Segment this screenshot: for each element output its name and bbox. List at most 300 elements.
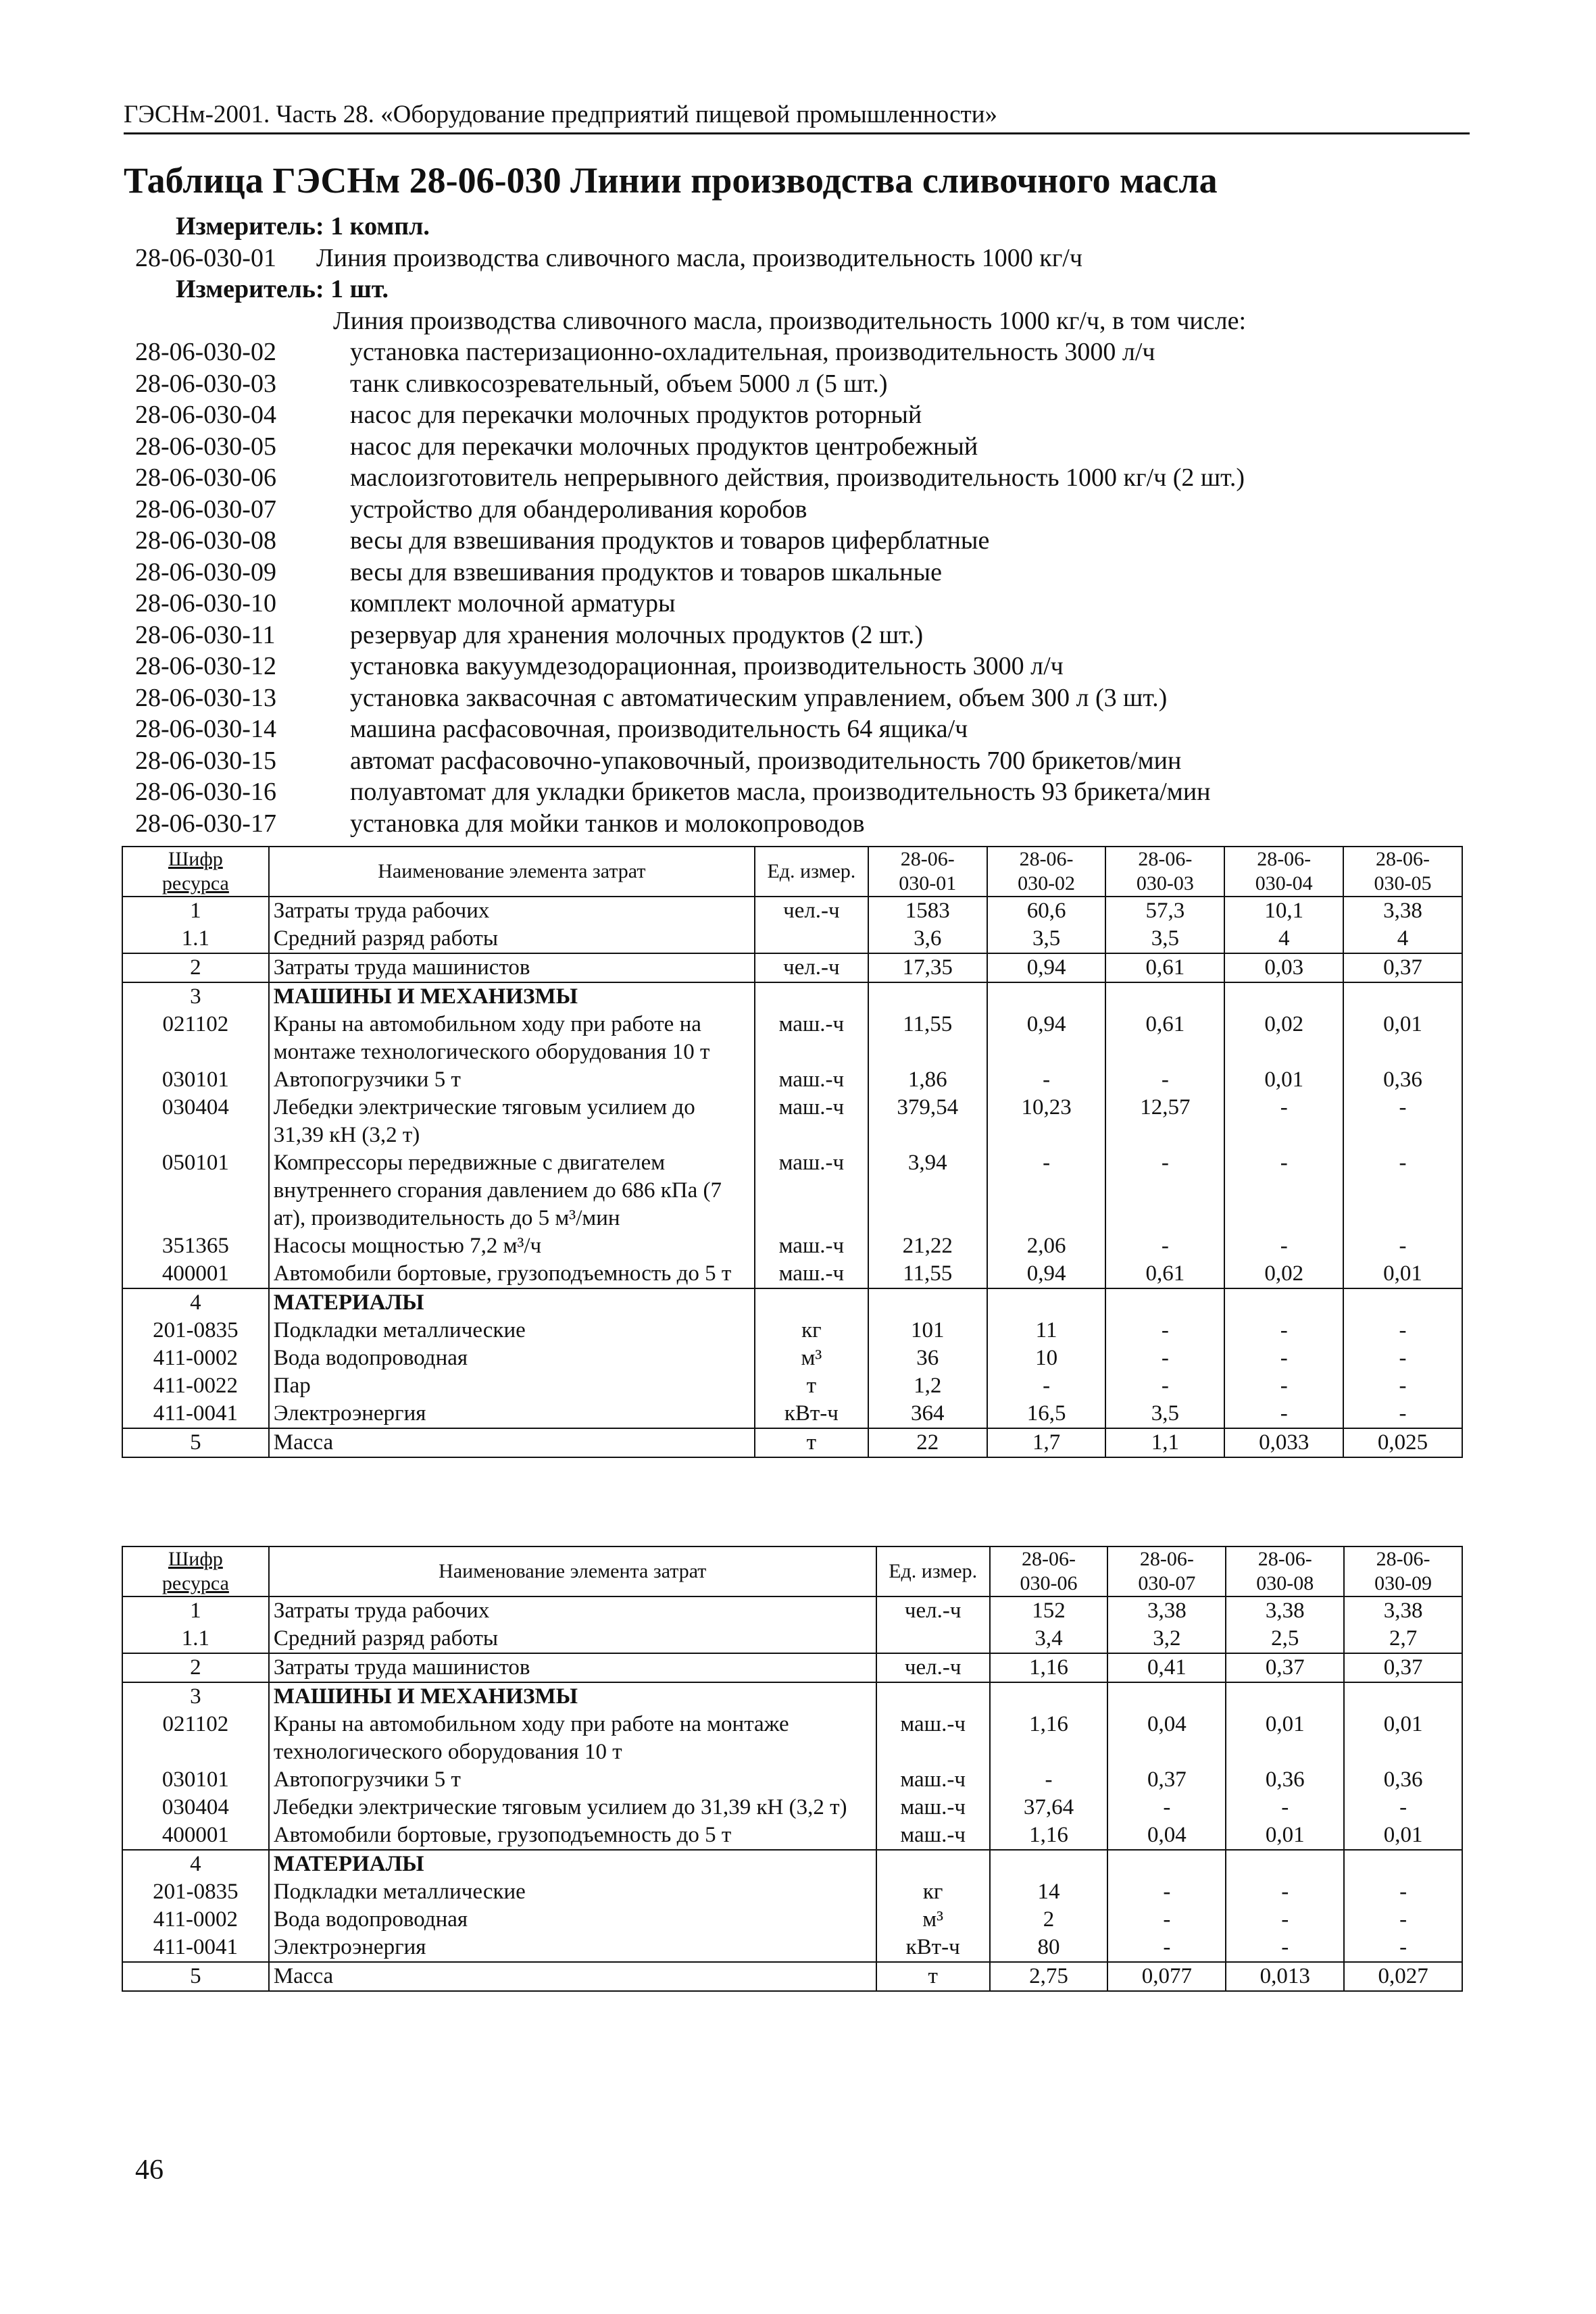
- norm-code: 28-06-030-08: [135, 526, 276, 555]
- header-name: Наименование элемента затрат: [269, 1546, 876, 1596]
- resource-value: 1,7: [987, 1428, 1106, 1457]
- resource-unit: чел.-ч: [755, 953, 868, 982]
- resource-value: 3,2: [1107, 1625, 1226, 1653]
- resource-code: 1: [122, 897, 269, 925]
- resource-value: -: [1107, 1906, 1226, 1934]
- resource-value: -: [1226, 1794, 1344, 1821]
- resource-value: 3,38: [1344, 1596, 1462, 1625]
- resource-value: [1343, 1288, 1462, 1317]
- table-row: [122, 1962, 1462, 1991]
- resource-code: 5: [122, 1962, 269, 1991]
- resource-code: 411-0002: [122, 1344, 269, 1372]
- resource-unit: м³: [755, 1344, 868, 1372]
- resource-name: МАШИНЫ И МЕХАНИЗМЫ: [269, 982, 755, 1011]
- resource-code: 021102: [122, 1011, 269, 1066]
- resource-value: [1224, 982, 1343, 1011]
- norm-list-item: [135, 525, 1460, 557]
- resource-value: 0,02: [1224, 1260, 1343, 1288]
- norm-code: 28-06-030-17: [135, 809, 276, 838]
- resource-code: 411-0002: [122, 1906, 269, 1934]
- norm-code: 28-06-030-11: [135, 620, 276, 649]
- header-code: Шифр ресурса: [122, 1546, 269, 1596]
- measure-unit-2: Измеритель: 1 шт.: [176, 275, 389, 303]
- resource-name: МАТЕРИАЛЫ: [269, 1850, 876, 1878]
- table-row: [122, 1288, 1462, 1317]
- resource-value: [990, 1682, 1108, 1711]
- resource-value: 3,6: [868, 925, 987, 953]
- resource-name: Насосы мощностью 7,2 м³/ч: [269, 1232, 755, 1260]
- table-row: [122, 1011, 1462, 1066]
- resource-value: -: [1105, 1317, 1224, 1344]
- norm-description: устройство для обандероливания коробов: [350, 495, 807, 524]
- resource-value: 3,38: [1226, 1596, 1344, 1625]
- table-row: [122, 925, 1462, 953]
- header-norm-column: 28-06- 030-08: [1226, 1546, 1344, 1596]
- resource-value: 0,94: [987, 953, 1106, 982]
- header-unit: Ед. измер.: [755, 847, 868, 897]
- resource-value: 12,57: [1105, 1094, 1224, 1149]
- resource-value: -: [1226, 1906, 1344, 1934]
- table-row: [122, 1625, 1462, 1653]
- resource-value: -: [1105, 1066, 1224, 1094]
- resource-value: 0,04: [1107, 1821, 1226, 1850]
- resource-value: -: [1224, 1232, 1343, 1260]
- table-row: [122, 1653, 1462, 1682]
- resource-code: 4: [122, 1288, 269, 1317]
- norm-description: Линия производства сливочного масла, производительность 1000 кг/ч: [316, 243, 1082, 272]
- resource-value: -: [1343, 1372, 1462, 1400]
- resource-name: Лебедки электрические тяговым усилием до 31,39 кН (3,2 т): [269, 1794, 876, 1821]
- resource-value: -: [990, 1766, 1108, 1794]
- resource-unit: маш.-ч: [755, 1260, 868, 1288]
- resource-value: 0,025: [1343, 1428, 1462, 1457]
- resource-value: 3,4: [990, 1625, 1108, 1653]
- resource-value: 11,55: [868, 1011, 987, 1066]
- resource-value: -: [987, 1149, 1106, 1232]
- resource-value: [1107, 1850, 1226, 1878]
- resource-code: 030101: [122, 1766, 269, 1794]
- resource-value: 10,23: [987, 1094, 1106, 1149]
- header-norm-column: 28-06- 030-07: [1107, 1546, 1226, 1596]
- resource-value: -: [1107, 1794, 1226, 1821]
- table-row: [122, 982, 1462, 1011]
- resource-unit: т: [876, 1962, 990, 1991]
- resource-name: Масса: [269, 1962, 876, 1991]
- resource-value: 1,16: [990, 1821, 1108, 1850]
- table-row: [122, 897, 1462, 925]
- table-row: [122, 1906, 1462, 1934]
- resource-value: 80: [990, 1934, 1108, 1962]
- resource-value: [1105, 1288, 1224, 1317]
- resource-name: Краны на автомобильном ходу при работе на монтаже технологического оборудования 10 т: [269, 1011, 755, 1066]
- table-row: [122, 1878, 1462, 1906]
- norm-list-item: [135, 713, 1460, 745]
- resource-value: [1105, 982, 1224, 1011]
- resource-value: 0,01: [1226, 1711, 1344, 1766]
- resource-name: Вода водопроводная: [269, 1344, 755, 1372]
- resource-value: -: [1343, 1094, 1462, 1149]
- resource-code: 4: [122, 1850, 269, 1878]
- table-title: Таблица ГЭСНм 28-06-030 Линии производства сливочного масла: [124, 160, 1218, 201]
- resource-value: 10,1: [1224, 897, 1343, 925]
- resource-name: Компрессоры передвижные с двигателем внутреннего сгорания давлением до 686 кПа (7 ат), производительность до 5 м³/мин: [269, 1149, 755, 1232]
- norm-list-item: [135, 336, 1460, 368]
- resource-value: 0,027: [1344, 1962, 1462, 1991]
- resource-name: Электроэнергия: [269, 1934, 876, 1962]
- resource-value: 22: [868, 1428, 987, 1457]
- resource-value: 11,55: [868, 1260, 987, 1288]
- resource-value: 3,38: [1107, 1596, 1226, 1625]
- resource-code: 1: [122, 1596, 269, 1625]
- resource-name: Затраты труда рабочих: [269, 897, 755, 925]
- resource-value: 0,37: [1226, 1653, 1344, 1682]
- resource-value: 16,5: [987, 1400, 1106, 1428]
- resource-value: 11: [987, 1317, 1106, 1344]
- resource-value: [1344, 1682, 1462, 1711]
- resource-name: Вода водопроводная: [269, 1906, 876, 1934]
- resource-value: 0,013: [1226, 1962, 1344, 1991]
- page-number: 46: [135, 2155, 164, 2186]
- resource-value: -: [1224, 1149, 1343, 1232]
- resource-value: 1,86: [868, 1066, 987, 1094]
- resource-value: 1,16: [990, 1711, 1108, 1766]
- resource-code: 5: [122, 1428, 269, 1457]
- resource-name: Автомобили бортовые, грузоподъемность до 5 т: [269, 1260, 755, 1288]
- resource-value: -: [1343, 1149, 1462, 1232]
- resource-unit: чел.-ч: [876, 1653, 990, 1682]
- resource-value: 0,03: [1224, 953, 1343, 982]
- resource-value: 379,54: [868, 1094, 987, 1149]
- resource-code: 351365: [122, 1232, 269, 1260]
- resource-name: Краны на автомобильном ходу при работе на монтаже технологического оборудования 10 т: [269, 1711, 876, 1766]
- resource-value: -: [1344, 1878, 1462, 1906]
- resource-value: [1107, 1682, 1226, 1711]
- header-norm-column: 28-06- 030-03: [1105, 847, 1224, 897]
- resource-code: 411-0041: [122, 1934, 269, 1962]
- table-row: [122, 1372, 1462, 1400]
- resource-unit: маш.-ч: [755, 1066, 868, 1094]
- resource-unit: кВт-ч: [876, 1934, 990, 1962]
- resource-value: 4: [1343, 925, 1462, 953]
- resource-value: -: [1224, 1344, 1343, 1372]
- resource-value: -: [1343, 1400, 1462, 1428]
- resource-value: 152: [990, 1596, 1108, 1625]
- norm-list-item: [135, 745, 1460, 777]
- resource-value: -: [1224, 1400, 1343, 1428]
- resource-value: 1,2: [868, 1372, 987, 1400]
- resource-value: [987, 982, 1106, 1011]
- norm-list-item: [135, 431, 1460, 463]
- resource-code: 2: [122, 1653, 269, 1682]
- resource-name: МАШИНЫ И МЕХАНИЗМЫ: [269, 1682, 876, 1711]
- resource-value: 0,94: [987, 1011, 1106, 1066]
- resource-unit: маш.-ч: [876, 1821, 990, 1850]
- resource-code: 050101: [122, 1149, 269, 1232]
- norm-list-item: [135, 776, 1460, 808]
- resource-value: 3,94: [868, 1149, 987, 1232]
- norm-description: резервуар для хранения молочных продуктов (2 шт.): [350, 620, 924, 649]
- resource-unit: маш.-ч: [755, 1149, 868, 1232]
- norm-description: весы для взвешивания продуктов и товаров шкальные: [350, 557, 942, 586]
- resource-code: 030404: [122, 1094, 269, 1149]
- resource-value: -: [1344, 1794, 1462, 1821]
- resource-name: МАТЕРИАЛЫ: [269, 1288, 755, 1317]
- resource-value: 2: [990, 1906, 1108, 1934]
- resource-code: 030404: [122, 1794, 269, 1821]
- header-name: Наименование элемента затрат: [269, 847, 755, 897]
- resource-value: -: [1226, 1878, 1344, 1906]
- resource-code: 3: [122, 1682, 269, 1711]
- norm-description: машина расфасовочная, производительность 64 ящика/ч: [350, 715, 968, 743]
- resource-name: Затраты труда машинистов: [269, 1653, 876, 1682]
- resource-value: 0,01: [1224, 1066, 1343, 1094]
- resource-name: Автопогрузчики 5 т: [269, 1066, 755, 1094]
- norm-description: весы для взвешивания продуктов и товаров циферблатные: [350, 526, 990, 555]
- norm-code: 28-06-030-13: [135, 683, 276, 712]
- resource-value: -: [1343, 1317, 1462, 1344]
- resource-value: [1224, 1288, 1343, 1317]
- table-row: [122, 1711, 1462, 1766]
- resource-value: 0,01: [1226, 1821, 1344, 1850]
- table-row: [122, 1794, 1462, 1821]
- norm-list-item: [135, 368, 1460, 400]
- resource-unit: [755, 925, 868, 953]
- resource-value: 0,61: [1105, 1260, 1224, 1288]
- header-norm-column: 28-06- 030-01: [868, 847, 987, 897]
- resource-name: Средний разряд работы: [269, 925, 755, 953]
- resource-unit: кг: [755, 1317, 868, 1344]
- resource-value: 14: [990, 1878, 1108, 1906]
- resource-value: 2,7: [1344, 1625, 1462, 1653]
- resource-value: 17,35: [868, 953, 987, 982]
- resource-name: Подкладки металлические: [269, 1317, 755, 1344]
- resource-name: Затраты труда рабочих: [269, 1596, 876, 1625]
- resource-value: 2,5: [1226, 1625, 1344, 1653]
- resource-value: [868, 1288, 987, 1317]
- resource-table-2: [122, 1546, 1463, 1992]
- resource-code: 3: [122, 982, 269, 1011]
- resource-name: Подкладки металлические: [269, 1878, 876, 1906]
- resource-value: 1,16: [990, 1653, 1108, 1682]
- norm-description: насос для перекачки молочных продуктов роторный: [350, 401, 922, 429]
- norm-code: 28-06-030-07: [135, 495, 276, 524]
- resource-name: Электроэнергия: [269, 1400, 755, 1428]
- resource-value: 0,01: [1344, 1821, 1462, 1850]
- resource-code: 411-0022: [122, 1372, 269, 1400]
- resource-value: 1583: [868, 897, 987, 925]
- resource-value: -: [1107, 1934, 1226, 1962]
- running-header: ГЭСНм-2001. Часть 28. «Оборудование предприятий пищевой промышленности»: [124, 100, 1470, 134]
- resource-unit: кВт-ч: [755, 1400, 868, 1428]
- table-row: [122, 1682, 1462, 1711]
- norm-list-item: [135, 557, 1460, 588]
- norm-list-item: [135, 651, 1460, 682]
- resource-unit: [755, 982, 868, 1011]
- norm-list-item: [135, 494, 1460, 526]
- table-row: [122, 1094, 1462, 1149]
- resource-unit: м³: [876, 1906, 990, 1934]
- resource-unit: маш.-ч: [755, 1232, 868, 1260]
- norm-list-item: [135, 682, 1460, 714]
- header-norm-column: 28-06- 030-02: [987, 847, 1106, 897]
- resource-value: 364: [868, 1400, 987, 1428]
- norm-list-item: [135, 620, 1460, 651]
- resource-unit: маш.-ч: [755, 1094, 868, 1149]
- resource-value: -: [1107, 1878, 1226, 1906]
- line-including: Линия производства сливочного масла, производительность 1000 кг/ч, в том числе:: [333, 306, 1247, 335]
- table-row: [122, 1934, 1462, 1962]
- norm-description: насос для перекачки молочных продуктов центробежный: [350, 432, 978, 461]
- norm-list: [135, 336, 1460, 839]
- resource-unit: маш.-ч: [876, 1766, 990, 1794]
- resource-value: -: [1224, 1094, 1343, 1149]
- resource-value: -: [1105, 1149, 1224, 1232]
- resource-value: 0,04: [1107, 1711, 1226, 1766]
- resource-value: 2,06: [987, 1232, 1106, 1260]
- resource-unit: [876, 1625, 990, 1653]
- table-row: [122, 1766, 1462, 1794]
- resource-name: Автомобили бортовые, грузоподъемность до 5 т: [269, 1821, 876, 1850]
- norm-description: установка заквасочная с автоматическим управлением, объем 300 л (3 шт.): [350, 683, 1168, 712]
- resource-code: 411-0041: [122, 1400, 269, 1428]
- table-row: [122, 1232, 1462, 1260]
- resource-name: Затраты труда машинистов: [269, 953, 755, 982]
- resource-code: 1.1: [122, 925, 269, 953]
- resource-unit: [876, 1682, 990, 1711]
- resource-value: 36: [868, 1344, 987, 1372]
- resource-value: 0,37: [1344, 1653, 1462, 1682]
- table-row: [122, 1066, 1462, 1094]
- table-row: [122, 1428, 1462, 1457]
- resource-name: Автопогрузчики 5 т: [269, 1766, 876, 1794]
- table-header-row: [122, 847, 1462, 897]
- resource-value: -: [987, 1066, 1106, 1094]
- resource-value: [1344, 1850, 1462, 1878]
- header-norm-column: 28-06- 030-05: [1343, 847, 1462, 897]
- norm-code: 28-06-030-15: [135, 746, 276, 775]
- resource-value: 3,5: [1105, 925, 1224, 953]
- resource-name: Средний разряд работы: [269, 1625, 876, 1653]
- resource-value: -: [1224, 1372, 1343, 1400]
- resource-value: -: [1343, 1232, 1462, 1260]
- resource-value: [1226, 1682, 1344, 1711]
- resource-value: 3,5: [987, 925, 1106, 953]
- resource-value: 0,36: [1343, 1066, 1462, 1094]
- table-row: [122, 1400, 1462, 1428]
- norm-description: танк сливкосозревательный, объем 5000 л (5 шт.): [350, 369, 888, 398]
- header-norm-column: 28-06- 030-04: [1224, 847, 1343, 897]
- resource-unit: маш.-ч: [755, 1011, 868, 1066]
- resource-value: 1,1: [1105, 1428, 1224, 1457]
- resource-code: 400001: [122, 1821, 269, 1850]
- header-norm-column: 28-06- 030-06: [990, 1546, 1108, 1596]
- resource-value: -: [1343, 1344, 1462, 1372]
- norm-code: 28-06-030-12: [135, 652, 276, 680]
- table-row: [122, 1596, 1462, 1625]
- resource-value: [868, 982, 987, 1011]
- table-row: [122, 1344, 1462, 1372]
- table-row: [122, 953, 1462, 982]
- resource-unit: кг: [876, 1878, 990, 1906]
- table-row: [122, 1260, 1462, 1288]
- resource-value: [1226, 1850, 1344, 1878]
- resource-value: 0,01: [1343, 1260, 1462, 1288]
- norm-code: 28-06-030-02: [135, 338, 276, 366]
- header-code: Шифр ресурса: [122, 847, 269, 897]
- norm-description: маслоизготовитель непрерывного действия, производительность 1000 кг/ч (2 шт.): [350, 463, 1245, 492]
- resource-value: 0,37: [1107, 1766, 1226, 1794]
- table-row: [122, 1821, 1462, 1850]
- resource-value: -: [1344, 1934, 1462, 1962]
- resource-value: 0,61: [1105, 953, 1224, 982]
- resource-value: [987, 1288, 1106, 1317]
- resource-code: 030101: [122, 1066, 269, 1094]
- norm-list-item: [135, 808, 1460, 840]
- resource-value: 21,22: [868, 1232, 987, 1260]
- resource-value: [1343, 982, 1462, 1011]
- resource-value: 0,61: [1105, 1011, 1224, 1066]
- resource-unit: т: [755, 1428, 868, 1457]
- table-row: [122, 1149, 1462, 1232]
- resource-value: 0,41: [1107, 1653, 1226, 1682]
- resource-value: 10: [987, 1344, 1106, 1372]
- resource-value: 0,37: [1343, 953, 1462, 982]
- norm-code: 28-06-030-06: [135, 463, 276, 492]
- resource-value: -: [1226, 1934, 1344, 1962]
- table-row: [122, 1317, 1462, 1344]
- norm-list-item: [135, 588, 1460, 620]
- norm-code: 28-06-030-14: [135, 715, 276, 743]
- resource-unit: т: [755, 1372, 868, 1400]
- resource-value: -: [1105, 1232, 1224, 1260]
- resource-code: 2: [122, 953, 269, 982]
- resource-value: 4: [1224, 925, 1343, 953]
- resource-value: 57,3: [1105, 897, 1224, 925]
- resource-value: 0,02: [1224, 1011, 1343, 1066]
- intro-block: [135, 211, 1460, 839]
- resource-value: -: [987, 1372, 1106, 1400]
- resource-value: 60,6: [987, 897, 1106, 925]
- resource-unit: маш.-ч: [876, 1711, 990, 1766]
- header-norm-column: 28-06- 030-09: [1344, 1546, 1462, 1596]
- norm-description: комплект молочной арматуры: [350, 589, 676, 618]
- resource-value: -: [1224, 1317, 1343, 1344]
- norm-description: автомат расфасовочно-упаковочный, производительность 700 брикетов/мин: [350, 746, 1182, 775]
- norm-code: 28-06-030-04: [135, 401, 276, 429]
- resource-value: 2,75: [990, 1962, 1108, 1991]
- resource-code: 201-0835: [122, 1878, 269, 1906]
- resource-value: 0,94: [987, 1260, 1106, 1288]
- resource-value: 0,36: [1344, 1766, 1462, 1794]
- resource-table-1: [122, 846, 1463, 1458]
- resource-name: Пар: [269, 1372, 755, 1400]
- resource-code: 201-0835: [122, 1317, 269, 1344]
- table-row: [122, 1850, 1462, 1878]
- resource-name: Масса: [269, 1428, 755, 1457]
- header-unit: Ед. измер.: [876, 1546, 990, 1596]
- measure-unit-1: Измеритель: 1 компл.: [176, 212, 430, 241]
- resource-value: -: [1105, 1372, 1224, 1400]
- norm-code: 28-06-030-10: [135, 589, 276, 618]
- resource-unit: чел.-ч: [876, 1596, 990, 1625]
- resource-code: 1.1: [122, 1625, 269, 1653]
- resource-value: 101: [868, 1317, 987, 1344]
- norm-description: установка пастеризационно-охладительная, производительность 3000 л/ч: [350, 338, 1155, 366]
- resource-value: [990, 1850, 1108, 1878]
- resource-code: 021102: [122, 1711, 269, 1766]
- norm-list-item: [135, 399, 1460, 431]
- norm-code: 28-06-030-01: [135, 243, 276, 272]
